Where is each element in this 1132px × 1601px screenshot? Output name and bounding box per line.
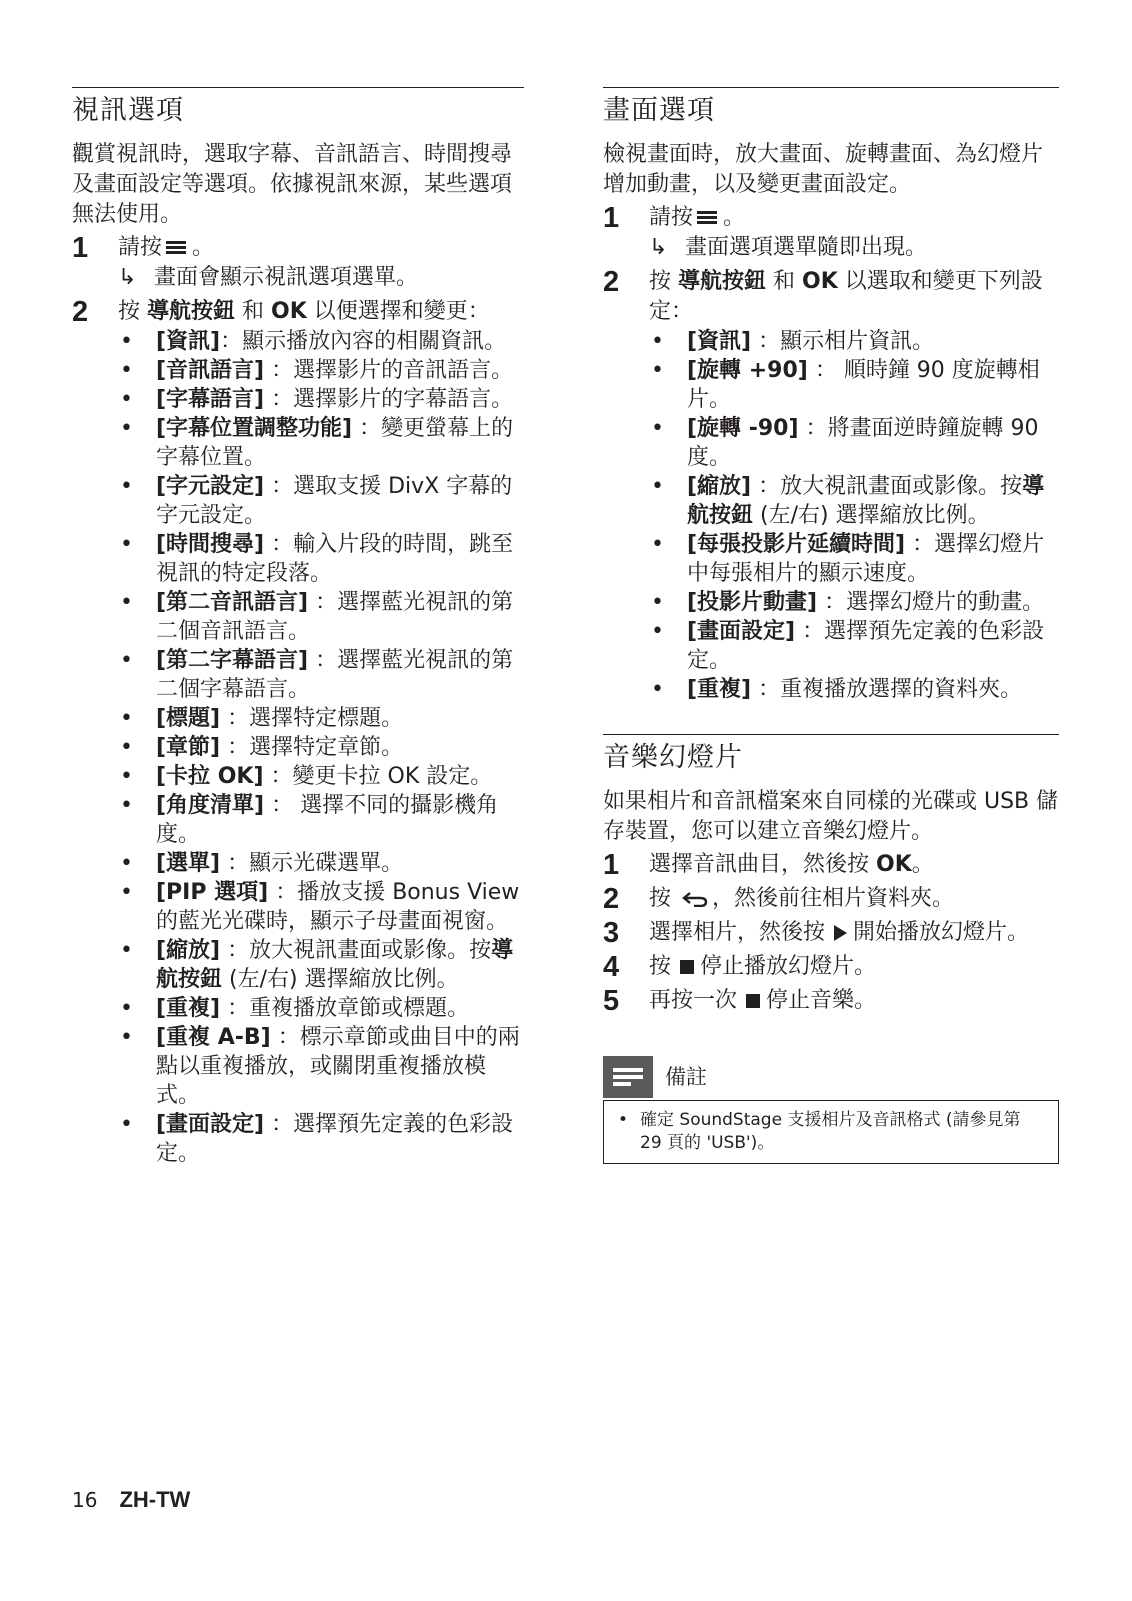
list-item: • [角度清單] ： 選擇不同的攝影機角度。 (120, 793, 499, 847)
step-5: 5 再按一次 停止音樂。 (603, 985, 877, 1017)
list-item: • [重複] ：重複播放章節或標題。 (120, 996, 470, 1021)
list-item: • [重複 A-B] ：標示章節或曲目中的兩點以重複播放，或關閉重複播放模式。 (120, 1025, 520, 1108)
section-title: 畫面選項 (603, 95, 715, 126)
list-item: • [音訊語言] ：選擇影片的音訊語言。 (120, 358, 514, 383)
step-result: ↳ 畫面選項選單隨即出現。 (649, 233, 1059, 263)
result-arrow-icon: ↳ (118, 265, 137, 290)
list-item: • [畫面設定] ：選擇預先定義的色彩設定。 (651, 619, 1045, 673)
step-4: 4 按 停止播放幻燈片。 (603, 951, 877, 983)
option-list (649, 327, 1059, 704)
list-item: • [旋轉 -90] ：將畫面逆時鐘旋轉 90 度。 (651, 416, 1039, 470)
result-arrow-icon: ↳ (649, 235, 668, 260)
step-result: ↳ 畫面會顯示視訊選項選單。 (118, 263, 524, 293)
step-number: 4 (603, 951, 620, 983)
note-item: • 確定 SoundStage 支援相片及音訊格式 (請參見第 29 頁的 'USB')。 (618, 1110, 1021, 1153)
nav-button-label: 導航按鈕 (678, 269, 767, 294)
step-1: 1 請按 。 ↳ 畫面選項選單隨即出現。 (603, 203, 1059, 263)
list-item: • [章節] ：選擇特定章節。 (120, 735, 404, 760)
list-item: • [縮放] ：放大視訊畫面或影像。按導航按鈕 (左/右) 選擇縮放比例。 (651, 474, 1045, 528)
list-item: • [字幕語言] ：選擇影片的字幕語言。 (120, 387, 514, 412)
note-icon (603, 1056, 653, 1098)
step-number: 2 (603, 266, 620, 298)
step-number: 1 (603, 849, 620, 881)
page-number: 16 (72, 1488, 98, 1512)
list-item: • [畫面設定] ：選擇預先定義的色彩設定。 (120, 1112, 514, 1166)
list-item: • [每張投影片延續時間] ：選擇幻燈片中每張相片的顯示速度。 (651, 532, 1045, 586)
section-title: 音樂幻燈片 (603, 742, 743, 773)
list-item: • [字幕位置調整功能] ：變更螢幕上的字幕位置。 (120, 416, 514, 470)
step-number: 1 (603, 202, 620, 234)
option-list (118, 327, 524, 1168)
ok-label: OK (876, 852, 912, 877)
section-intro: 檢視畫面時，放大畫面、旋轉畫面、為幻燈片增加動畫，以及變更畫面設定。 (603, 142, 1044, 197)
section-intro: 觀賞視訊時，選取字幕、音訊語言、時間搜尋及畫面設定等選項。依據視訊來源，某些選項無法使用。 (72, 142, 513, 227)
ok-label: OK (802, 269, 838, 294)
step-number: 1 (72, 232, 89, 264)
music-slideshow-section (603, 734, 1059, 1164)
menu-icon (166, 241, 188, 255)
note-header (603, 1056, 1059, 1098)
step-1: 1 選擇音訊曲目，然後按 OK。 (603, 849, 934, 881)
play-icon (834, 925, 847, 941)
step-number: 3 (603, 917, 620, 949)
step-2: 2 按 導航按鈕 和 OK 以便選擇和變更： • [資訊]：顯示播放內容的相關資訊。 • [音訊語言] ：選擇影片的音訊語言。 • [字幕語言] ：選擇影片的字幕語言。 • [字幕位置調整功能] ：變更螢幕上的字幕位置。 • [字元設定] ：選取支援 DivX 字幕的字元設定。 • [時間搜尋] ：輸入片段的時間，跳至視訊的特定段落。 • [第二音訊語言] ：選擇藍光視訊的第二個音訊語言。 • [第二字幕語言] ：選擇藍光視訊的第二個字幕語言。 • [標題] ：選擇特定標題。 • [章節] ：選擇特定章節。 • [卡拉 OK] ：變更卡拉 OK 設定。 • [角度清單] ： 選擇不同的攝影機角度。 • [選單] ：顯示光碟選單。 • [PIP 選項] ：播放支援 Bonus View 的藍光光碟時，顯示子母畫面視窗。 • [縮放] ：放大視訊畫面或影像。按導航按鈕 (左/右) 選擇縮放比例。 • [重複] ：重複播放章節或標題。 • [重複 A-B] ：標示章節或曲目中的兩點以重複播放，或關閉重複播放模式。 • [畫面設定] ：選擇預先定義的色彩設定。 (72, 297, 524, 1168)
list-item: • [第二音訊語言] ：選擇藍光視訊的第二個音訊語言。 (120, 590, 514, 644)
ok-label: OK (271, 299, 307, 324)
list-item: • [第二字幕語言] ：選擇藍光視訊的第二個字幕語言。 (120, 648, 514, 702)
picture-options-section (603, 87, 1059, 1164)
list-item: • [縮放] ：放大視訊畫面或影像。按導航按鈕 (左/右) 選擇縮放比例。 (120, 938, 514, 992)
step-number: 5 (603, 985, 620, 1017)
step-number: 2 (72, 296, 89, 328)
list-item: • [PIP 選項] ：播放支援 Bonus View 的藍光光碟時，顯示子母畫面視窗。 (120, 880, 520, 934)
step-number: 2 (603, 883, 620, 915)
step-2: 2 按 導航按鈕 和 OK 以選取和變更下列設定： • [資訊] ：顯示相片資訊。 • [旋轉 +90] ： 順時鐘 90 度旋轉相片。 • [旋轉 -90] ：將畫面逆時鐘旋轉 90 度。 • [縮放] ：放大視訊畫面或影像。按導航按鈕 (左/右) 選擇縮放比例。 • [每張投影片延續時間] ：選擇幻燈片中每張相片的顯示速度。 • [投影片動畫] ：選擇幻燈片的動畫。 • [畫面設定] ：選擇預先定義的色彩設定。 • [重複] ：重複播放選擇的資料夾。 (603, 267, 1059, 704)
page-footer (72, 1486, 190, 1514)
video-options-section (72, 87, 524, 1168)
list-item: • [旋轉 +90] ： 順時鐘 90 度旋轉相片。 (651, 358, 1040, 412)
step-2: 2 按 ，然後前往相片資料夾。 (603, 883, 955, 915)
note-box (603, 1100, 1059, 1164)
list-item: • [投影片動畫] ：選擇幻燈片的動畫。 (651, 590, 1045, 615)
section-intro: 如果相片和音訊檔案來自同樣的光碟或 USB 儲存裝置，您可以建立音樂幻燈片。 (603, 789, 1059, 844)
list-item: • [資訊] ：顯示相片資訊。 (651, 329, 935, 354)
list-item: • [卡拉 OK] ：變更卡拉 OK 設定。 (120, 764, 493, 789)
note-title: 備註 (665, 1065, 707, 1089)
list-item: • [時間搜尋] ：輸入片段的時間，跳至視訊的特定段落。 (120, 532, 514, 586)
list-item: • [資訊]：顯示播放內容的相關資訊。 (120, 329, 507, 354)
back-icon (682, 891, 708, 907)
list-item: • [重複] ：重複播放選擇的資料夾。 (651, 677, 1023, 702)
step-3: 3 選擇相片，然後按 開始播放幻燈片。 (603, 917, 1030, 949)
language-code: ZH-TW (119, 1487, 191, 1512)
list-item: • [字元設定] ：選取支援 DivX 字幕的字元設定。 (120, 474, 513, 528)
nav-button-label: 導航按鈕 (147, 299, 236, 324)
section-title: 視訊選項 (72, 95, 184, 126)
stop-icon (680, 960, 694, 974)
menu-icon (697, 211, 719, 225)
step-1: 1 請按 。 ↳ 畫面會顯示視訊選項選單。 (72, 233, 524, 293)
list-item: • [選單] ：顯示光碟選單。 (120, 851, 404, 876)
list-item: • [標題] ：選擇特定標題。 (120, 706, 404, 731)
stop-icon (746, 994, 760, 1008)
